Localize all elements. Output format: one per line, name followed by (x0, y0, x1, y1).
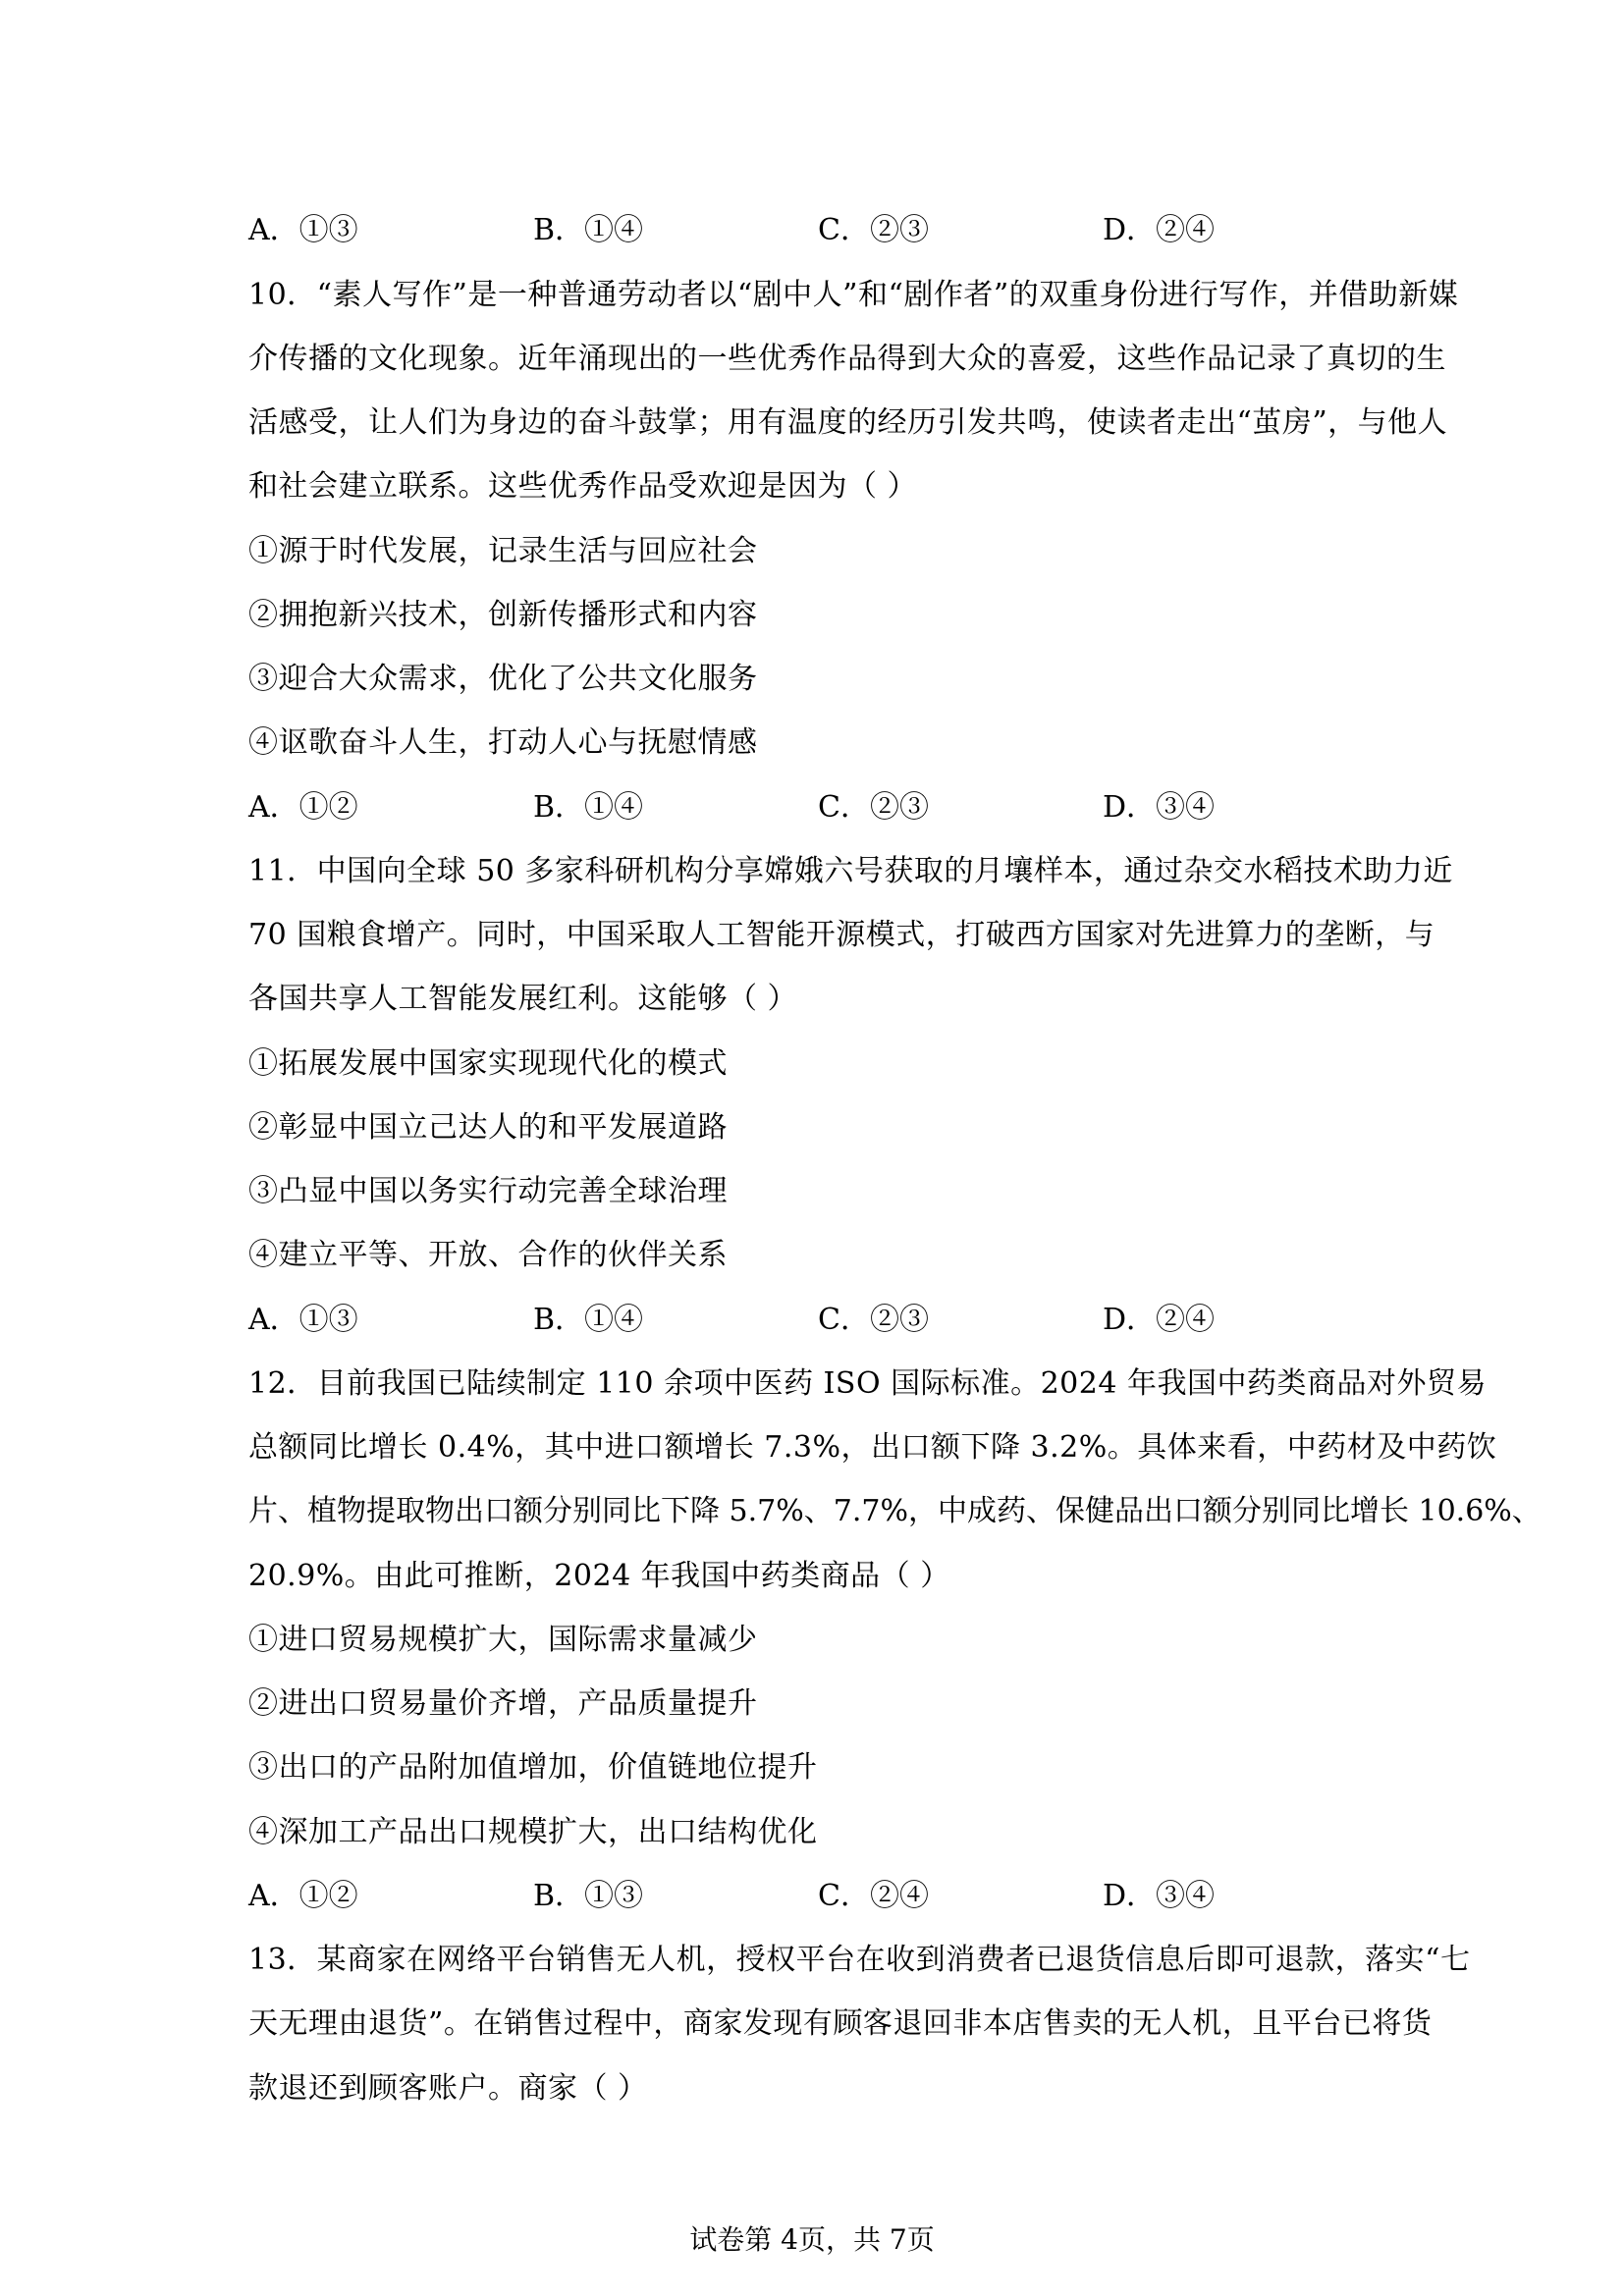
q10-stem-line: 10．“素人写作”是一种普通劳动者以“剧中人”和“剧作者”的双重身份进行写作，并借助新媒 (248, 278, 1459, 312)
q11-option-a[interactable]: A．①③ (248, 1303, 358, 1337)
q11-stem-line: 70 国粮食增产。同时，中国采取人工智能开源模式，打破西方国家对先进算力的垄断，与 (248, 918, 1435, 952)
q12-statement-2: ②进出口贸易量价齐增，产品质量提升 (248, 1686, 758, 1721)
q10-option-c[interactable]: C．②③ (818, 790, 929, 825)
q12-stem-line: 总额同比增长 0.4%，其中进口额增长 7.3%，出口额下降 3.2%。具体来看，中药材及中药饮 (248, 1430, 1497, 1465)
q13-stem-line: 天无理由退货”。在销售过程中，商家发现有顾客退回非本店售卖的无人机，且平台已将货 (248, 2006, 1433, 2041)
q12-options (248, 1877, 1387, 1916)
q10-option-a[interactable]: A．①② (248, 790, 358, 825)
q12-option-a[interactable]: A．①② (248, 1879, 358, 1913)
q12-stem-line: 12．目前我国已陆续制定 110 余项中医药 ISO 国际标准。2024 年我国中药类商品对外贸易 (248, 1366, 1487, 1401)
q10-option-b[interactable]: B．①④ (533, 790, 644, 825)
q12-stem-line: 20.9%。由此可推断，2024 年我国中药类商品（ ） (248, 1559, 950, 1593)
q10-statement-1: ①源于时代发展，记录生活与回应社会 (248, 534, 758, 568)
q11-statement-4: ④建立平等、开放、合作的伙伴关系 (248, 1238, 728, 1272)
q11-option-d[interactable]: D．②④ (1103, 1303, 1216, 1337)
q12-option-b[interactable]: B．①③ (533, 1879, 644, 1913)
q12-statement-3: ③出口的产品附加值增加，价值链地位提升 (248, 1750, 818, 1785)
q12-statement-4: ④深加工产品出口规模扩大，出口结构优化 (248, 1815, 818, 1849)
q11-statement-1: ①拓展发展中国家实现现代化的模式 (248, 1046, 728, 1081)
q9-option-b[interactable]: B．①④ (533, 213, 644, 247)
q12-option-d[interactable]: D．③④ (1103, 1879, 1216, 1913)
q9-option-d[interactable]: D．②④ (1103, 213, 1216, 247)
q9-option-a[interactable]: A．①③ (248, 213, 358, 247)
q11-option-c[interactable]: C．②③ (818, 1303, 929, 1337)
q10-statement-4: ④讴歌奋斗人生，打动人心与抚慰情感 (248, 725, 758, 760)
q10-option-d[interactable]: D．③④ (1103, 790, 1216, 825)
q11-statement-2: ②彰显中国立己达人的和平发展道路 (248, 1110, 728, 1145)
q9-option-c[interactable]: C．②③ (818, 213, 929, 247)
q11-statement-3: ③凸显中国以务实行动完善全球治理 (248, 1174, 728, 1208)
q11-stem-line: 11．中国向全球 50 多家科研机构分享嫦娥六号获取的月壤样本，通过杂交水稻技术助力近 (248, 854, 1453, 888)
q10-statement-3: ③迎合大众需求，优化了公共文化服务 (248, 662, 758, 696)
q10-stem-line: 介传播的文化现象。近年涌现出的一些优秀作品得到大众的喜爱，这些作品记录了真切的生 (248, 342, 1446, 376)
q13-stem-line: 款退还到顾客账户。商家（ ） (248, 2071, 648, 2106)
q13-stem-line: 13．某商家在网络平台销售无人机，授权平台在收到消费者已退货信息后即可退款，落实“七 (248, 1943, 1471, 1977)
q9-options (248, 211, 1387, 250)
q10-options (248, 788, 1387, 828)
q12-stem-line: 片、植物提取物出口额分别同比下降 5.7%、7.7%，中成药、保健品出口额分别同比增长 10.6%、 (248, 1494, 1542, 1528)
q10-stem-line: 和社会建立联系。这些优秀作品受欢迎是因为（ ） (248, 469, 918, 504)
q12-option-c[interactable]: C．②④ (818, 1879, 929, 1913)
page-footer: 试卷第 4页，共 7页 (689, 2223, 935, 2256)
q10-stem-line: 活感受，让人们为身边的奋斗鼓掌；用有温度的经历引发共鸣，使读者走出“茧房”，与他人 (248, 405, 1448, 440)
q10-statement-2: ②拥抱新兴技术，创新传播形式和内容 (248, 598, 758, 632)
q11-stem-line: 各国共享人工智能发展红利。这能够（ ） (248, 982, 798, 1016)
q11-options (248, 1301, 1387, 1340)
q11-option-b[interactable]: B．①④ (533, 1303, 644, 1337)
q12-statement-1: ①进口贸易规模扩大，国际需求量减少 (248, 1623, 758, 1657)
